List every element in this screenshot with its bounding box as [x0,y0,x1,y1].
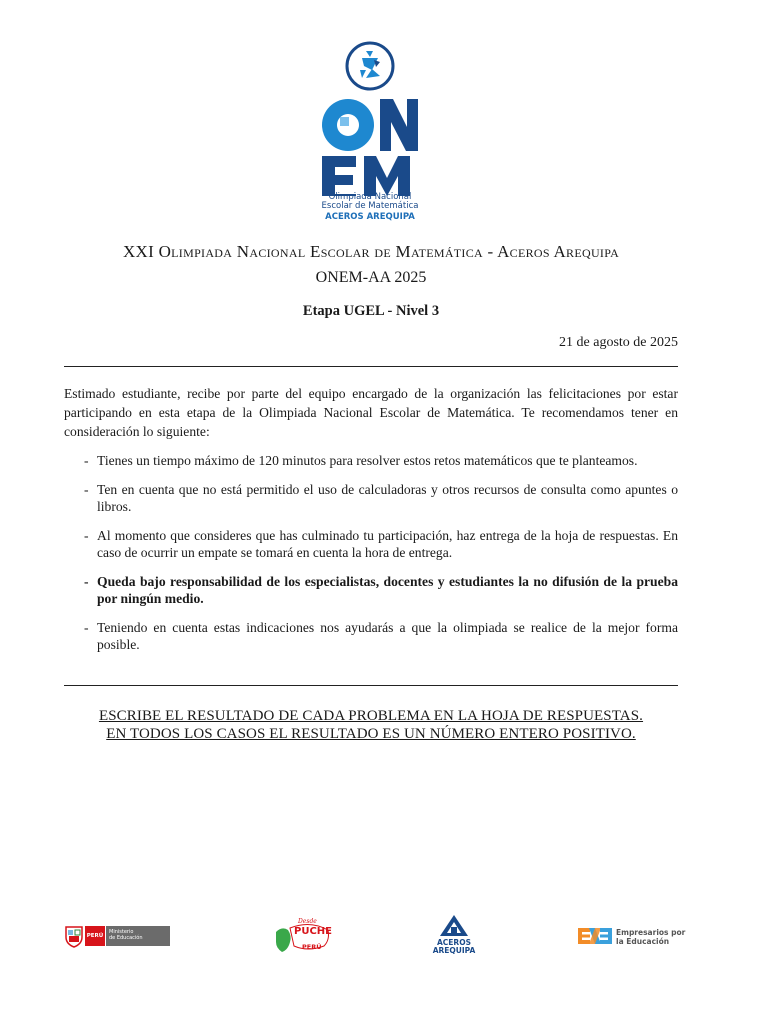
exam-stage: Etapa UGEL - Nivel 3 [302,303,440,319]
logo-line-3: ACEROS AREQUIPA [325,212,415,222]
campaign-line-2: PUCHE [294,926,332,937]
campaign-logo [272,918,332,956]
instruction-item: - Ten en cuenta que no está permitido el uso de calculadoras y otros recursos de consulta como apuntes o libros. [84,482,678,514]
exam-title: XXI Olimpiada Nacional Escolar de Matemática - Aceros Arequipa [122,242,620,261]
epe-line-1: Empresarios por [616,928,686,937]
exe-mark-icon [578,926,612,946]
notice-line-1: ESCRIBE EL RESULTADO DE CADA PROBLEMA EN LA HOJA DE RESPUESTAS. [98,708,644,724]
notice-line-2: EN TODOS LOS CASOS EL RESULTADO ES UN NÚMERO ENTERO POSITIVO. [106,726,636,742]
aceros-triangle-icon [424,914,484,938]
ministry-line-2: de Educación [109,935,143,941]
logo-line-2: Escolar de Matemática [321,201,419,211]
ministry-line-1: Ministerio [109,929,134,935]
peru-label: PERÚ [86,933,104,939]
aceros-line-2: AREQUIPA [432,946,476,955]
instruction-item: - Al momento que consideres que has culminado tu participación, haz entrega de la hoja de respuestas. En caso de ocurrir un empate se tomará en cuenta la hora de entrega. [84,528,678,560]
campaign-line-1: Desde [298,918,317,925]
logo-line-1: Olimpiada Nacional [328,192,412,202]
instruction-item-bold: - Queda bajo responsabilidad de los especialistas, docentes y estudiantes la no difusión de la prueba por ningún medio. [84,574,678,606]
exam-date: 21 de agosto de 2025 [559,335,678,350]
instruction-item: - Tienes un tiempo máximo de 120 minutos para resolver estos retos matemáticos que te planteamos. [84,453,638,468]
exam-subtitle: ONEM-AA 2025 [315,269,427,286]
empresarios-logo [578,926,688,948]
epe-line-2: la Educación [616,937,670,946]
bottom-divider [64,685,678,686]
onem-logo [300,36,440,236]
campaign-line-3: PERÚ [302,943,322,951]
instruction-item: - Teniendo en cuenta estas indicaciones nos ayudarás a que la olimpiada se realice de la mejor forma posible. [84,620,678,652]
peru-shield-icon [64,924,84,948]
instructions-list [84,452,678,653]
minedu-logo [64,924,170,948]
top-divider [64,366,678,367]
aceros-arequipa-logo [424,914,484,958]
onem-logo-mark [300,36,440,196]
aceros-line-1: ACEROS [437,938,471,947]
intro-paragraph: Estimado estudiante, recibe por parte del equipo encargado de la organización las felicitaciones por estar participando en esta etapa de la Olimpiada Nacional Escolar de Matemática. Te recomendamos tener en consideración lo siguiente: [64,386,678,439]
answer-notice [64,707,678,743]
